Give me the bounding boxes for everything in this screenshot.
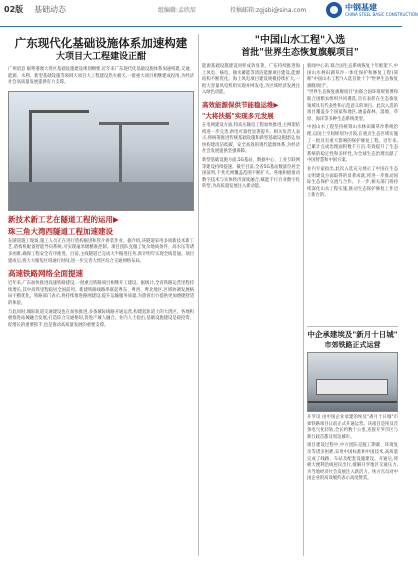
logo-icon [326, 2, 342, 18]
editor-credit: 组编辑:孟欣辰 [158, 7, 197, 14]
subheadline: 首批"世界生态恢复旗舰项目" [241, 48, 359, 58]
body-paragraph: "世界生态恢复旗舰项目"由联合国环境规划署和联合国粮农组织共同遴选,旨在表彰在生态恢复领域具有代表性和示范意义的项目。此次入选的项目覆盖多个国家和地区,涵盖森林、湿地、草原、海洋等多种生态系统类型。 [307, 90, 398, 122]
section-heading-energy-b: "大将扶摇"实现多元发展 [202, 111, 274, 120]
masthead-logo [326, 1, 418, 21]
page-header [0, 0, 418, 27]
body-paragraph: 能源基础设施建设同样成效显著。广东持续推进海上风电、核电、抽水蓄能等清洁能源项目建设,能源结构不断优化。海上风电项目建设规模持续扩大,一批大容量风电机组实现并网发电,为区域经济发展注入绿色动能。 [202, 64, 300, 96]
photo-railway [307, 352, 398, 412]
body-paragraph: 与此同时,城际轨道交通建设也在加快推进,多条城际线路开通运营,构建起轨道上的大湾区。各地积极推进站城融合发展,打造综合交通枢纽,促进产城人融合。业内人士指出,基础设施建设是稳投资、促增长的重要抓手,也是推动高质量发展的重要支撑。 [8, 309, 194, 328]
headline: "中国山水工程"入选 [254, 35, 346, 46]
headline: 广东现代化基础设施体系加速构建 [14, 36, 188, 50]
page-number: 02版 [4, 5, 24, 14]
section-heading-tunnel: 新技术新工艺在隧道工程的运用▶ [8, 214, 119, 224]
article-egypt [307, 330, 398, 556]
body-paragraph: 业内专家指出,此次入选充分展示了中国在生态文明建设方面取得的显著成就,将进一步推动国际生态保护交流与合作。下一步,相关部门将持续深化山水工程实施,推动生态保护修复工作迈上新台阶。 [307, 166, 398, 199]
body-paragraph: 新型基础设施方面,5G基站、数据中心、工业互联网等建设持续提速。截至目前,全省5G基站数量位居全国前列,千兆光网覆盖范围不断扩大。各地积极推动数字技术与实体经济深度融合,赋能千行百业数字化转型,为高质量发展注入新动能。 [202, 157, 300, 190]
headline: 中企承建埃及"新月十日城" [307, 330, 398, 339]
article-energy [202, 64, 300, 556]
shanshui-heading-block [202, 34, 398, 62]
photo-cranes [8, 91, 194, 211]
body-paragraph: 在电网建设方面,特高压输电工程加快推进,主网架结构进一步完善,供电可靠性显著提升。相关负责人表示,将统筹推进传统基础设施和新型基础设施建设,加快构建清洁低碳、安全高效的现代能源体系,为经济社会发展提供坚强保障。 [202, 122, 300, 155]
lead-paragraph: 开罗讯 由中国企业承建的埃及"斋月十日城"市郊铁路项目日前正式开通运营。该项目是埃及首条电气化轻轨,全长约数十公里,连接开罗市区与新行政首都及周边城市。 [307, 415, 398, 440]
body-paragraph: 近年来,广东加快推进高速铁路建设,一批重点铁路项目相继开工建设。据统计,全省铁路运营里程持续增长,其中高铁里程稳居全国前列。新建铁路线路串联起粤东、粤西、粤北地区,区域协调发展格局不断优化。铁路部门表示,将持续推进路网建设,提升运输服务质量,为旅客出行提供更加便捷舒适的体验。 [8, 281, 194, 306]
body-paragraph: 在隧道施工现场,施工人员正在进行盾构掘进和管片拼装作业。据介绍,该隧道采用多项新技术新工艺,盾构机配备智能导向系统,可实现毫米级精准控制。项目团队克服了复杂地质条件、高水压等诸多困难,确保工程安全有序推进。目前,主线隧道已完成大半掘进任务,预计明年实现全线贯通。项目建成后,将大大缩短区域通行时间,进一步完善大湾区综合交通网络布局。 [8, 238, 194, 264]
submission-email: 投稿邮箱:zgjsbi@sina.com [230, 7, 307, 14]
body-paragraph: 中国山水工程坚持统筹山水林田湖草沙系统治理,以国土空间规划为引领,在重点生态区域实施了一批具有重大影响的保护修复工程。近年来,已累计完成治理面积数千万亩,有效提升了生态系统的稳定性和多样性,为全球生态治理贡献了中国智慧和中国方案。 [307, 125, 398, 164]
section-name: 基础动态 [34, 5, 66, 14]
column-divider [198, 34, 199, 556]
section-heading-tunnel-b: 珠三角大湾西隧道工程加速建设 [8, 226, 113, 236]
logo-text: 中钢基建 [345, 3, 377, 12]
subheadline: 市郊铁路正式运营 [324, 340, 381, 349]
lead-paragraph: 广州消息 据粤港澳大湾区基础设施建设规划纲要,近年来广东现代化基础设施体系加速构建,交通、能源、水利、新型基础设施等领域大项目大工程建设热火朝天,一批重大项目相继建成投用,为经济社会高质量发展提供有力支撑。 [8, 67, 194, 86]
logo-english: CHINA STEEL BASIC CONSTRUCTION [345, 12, 418, 17]
column-divider [303, 64, 304, 556]
section-heading-energy: 高效能源保供节能稳运维▶ [202, 100, 279, 109]
subheadline: 大项目大工程建设正酣 [55, 52, 146, 62]
section-heading-rail: 高速铁路网络全面提速 [8, 269, 83, 279]
article-guangdong [8, 34, 194, 554]
section-divider [307, 326, 398, 327]
article-shanshui-content [307, 64, 398, 324]
body-paragraph: 项目建设过程中,中方团队克服工期紧、环境复杂等诸多困难,采用中国标准和中国技术,高质量完成了线路、车站及配套设施建设。开通后,将极大便利沿线居民出行,缓解开罗地区交通压力,为当地经济社会发展注入新活力。埃方官员对中国企业的高效履约表示高度赞赏。 [307, 443, 398, 482]
lead-paragraph: 新闻中心讯 联合国生态系统恢复十年框架下,中国山水林田湖草沙一体化保护和修复工程(简称"中国山水工程")入选首批十个"世界生态恢复旗舰项目"。 [307, 64, 398, 89]
